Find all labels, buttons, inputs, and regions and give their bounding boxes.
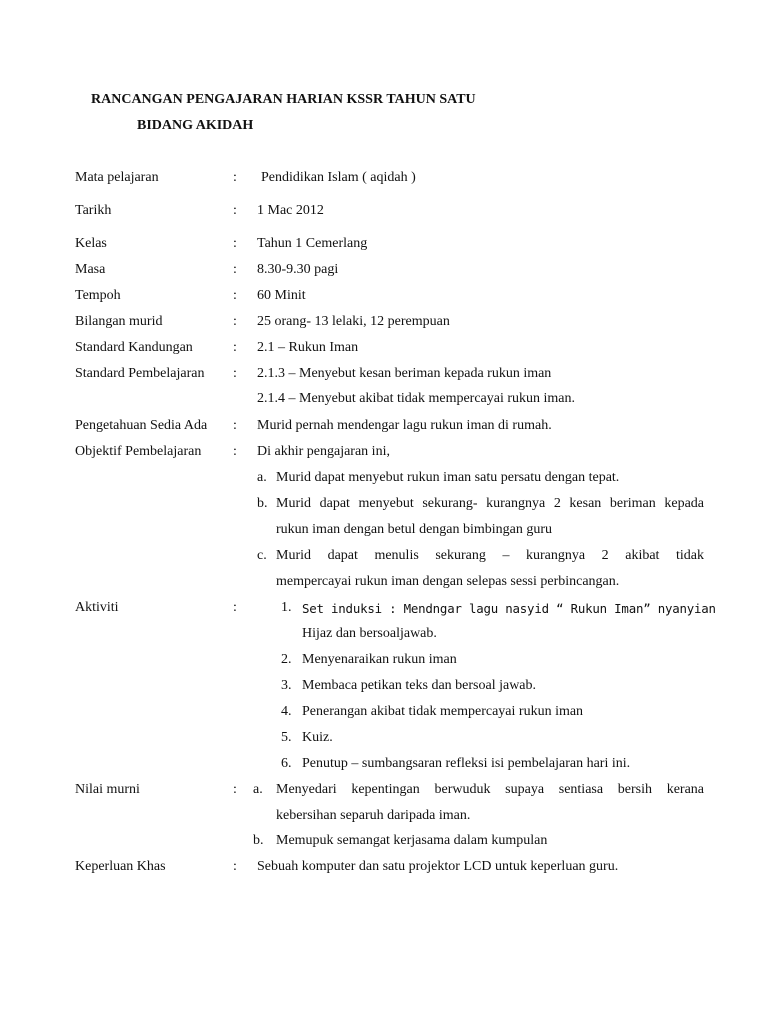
field-colon: : [233, 444, 237, 459]
aktiviti-item-line: Membaca petikan teks dan bersoal jawab. [302, 678, 537, 693]
list-marker: 3. [281, 678, 292, 693]
list-marker: c. [257, 548, 267, 563]
field-label-pengetahuan-sedia-ada: Pengetahuan Sedia Ada [75, 418, 208, 433]
field-colon: : [233, 203, 237, 218]
objektif-item-line: mempercayai rukun iman dengan selepas sessi perbincangan. [276, 574, 620, 589]
list-marker: b. [253, 833, 264, 848]
field-colon: : [233, 366, 237, 381]
field-label-masa: Masa [75, 262, 106, 277]
field-colon: : [233, 859, 237, 874]
field-label-bilangan-murid: Bilangan murid [75, 314, 163, 329]
standard-pembelajaran-item: 2.1.4 – Menyebut akibat tidak mempercayai rukun iman. [257, 391, 576, 406]
field-value-bilangan-murid: 25 orang- 13 lelaki, 12 perempuan [257, 314, 450, 329]
list-marker: a. [257, 470, 267, 485]
objektif-item-line: Murid dapat menulis sekurang – kurangnya 2 akibat tidak [276, 548, 704, 563]
list-marker: 4. [281, 704, 292, 719]
field-label-nilai-murni: Nilai murni [75, 782, 140, 797]
list-marker: 1. [281, 600, 292, 615]
field-label-standard-kandungan: Standard Kandungan [75, 340, 193, 355]
field-label-tempoh: Tempoh [75, 288, 121, 303]
objektif-item-line: rukun iman dengan betul dengan bimbingan guru [276, 522, 553, 537]
aktiviti-item-line: Hijaz dan bersoaljawab. [302, 626, 437, 641]
field-value-masa: 8.30-9.30 pagi [257, 262, 339, 277]
field-colon: : [233, 340, 237, 355]
document-title: RANCANGAN PENGAJARAN HARIAN KSSR TAHUN SATU [91, 92, 476, 107]
field-colon: : [233, 314, 237, 329]
list-marker: b. [257, 496, 268, 511]
field-value-mata-pelajaran: Pendidikan Islam ( aqidah ) [261, 170, 416, 185]
field-colon: : [233, 236, 237, 251]
field-label-standard-pembelajaran: Standard Pembelajaran [75, 366, 205, 381]
nilai-murni-item-line: kebersihan separuh daripada iman. [276, 808, 471, 823]
field-colon: : [233, 262, 237, 277]
list-marker: 6. [281, 756, 292, 771]
field-colon: : [233, 288, 237, 303]
aktiviti-item-line: Kuiz. [302, 730, 333, 745]
field-colon: : [233, 782, 237, 797]
objektif-item-line: Murid dapat menyebut rukun iman satu persatu dengan tepat. [276, 470, 620, 485]
objektif-intro: Di akhir pengajaran ini, [257, 444, 390, 459]
nilai-murni-item-line: Menyedari kepentingan berwuduk supaya sentiasa bersih kerana [276, 782, 704, 797]
document-subtitle: BIDANG AKIDAH [137, 118, 254, 133]
objektif-item-line: Murid dapat menyebut sekurang- kurangnya 2 kesan beriman kepada [276, 496, 704, 511]
field-label-keperluan-khas: Keperluan Khas [75, 859, 166, 874]
aktiviti-item-line: Menyenaraikan rukun iman [302, 652, 457, 667]
field-label-objektif: Objektif Pembelajaran [75, 444, 202, 459]
aktiviti-item-line: Set induksi : Mendngar lagu nasyid “ Rukun Iman” nyanyian [302, 601, 716, 616]
field-value-standard-kandungan: 2.1 – Rukun Iman [257, 340, 359, 355]
aktiviti-item-line: Penerangan akibat tidak mempercayai rukun iman [302, 704, 584, 719]
list-marker: a. [253, 782, 263, 797]
field-value-pengetahuan-sedia-ada: Murid pernah mendengar lagu rukun iman di rumah. [257, 418, 552, 433]
field-colon: : [233, 600, 237, 615]
aktiviti-item-line: Penutup – sumbangsaran refleksi isi pembelajaran hari ini. [302, 756, 631, 771]
field-value-keperluan-khas: Sebuah komputer dan satu projektor LCD untuk keperluan guru. [257, 859, 619, 874]
list-marker: 2. [281, 652, 292, 667]
field-label-tarikh: Tarikh [75, 203, 112, 218]
nilai-murni-item-line: Memupuk semangat kerjasama dalam kumpulan [276, 833, 548, 848]
field-colon: : [233, 170, 237, 185]
field-label-aktiviti: Aktiviti [75, 600, 119, 615]
field-value-kelas: Tahun 1 Cemerlang [257, 236, 368, 251]
field-colon: : [233, 418, 237, 433]
standard-pembelajaran-item: 2.1.3 – Menyebut kesan beriman kepada rukun iman [257, 366, 552, 381]
field-value-tarikh: 1 Mac 2012 [257, 203, 324, 218]
list-marker: 5. [281, 730, 292, 745]
field-value-tempoh: 60 Minit [257, 288, 306, 303]
field-label-mata-pelajaran: Mata pelajaran [75, 170, 159, 185]
field-label-kelas: Kelas [75, 236, 107, 251]
